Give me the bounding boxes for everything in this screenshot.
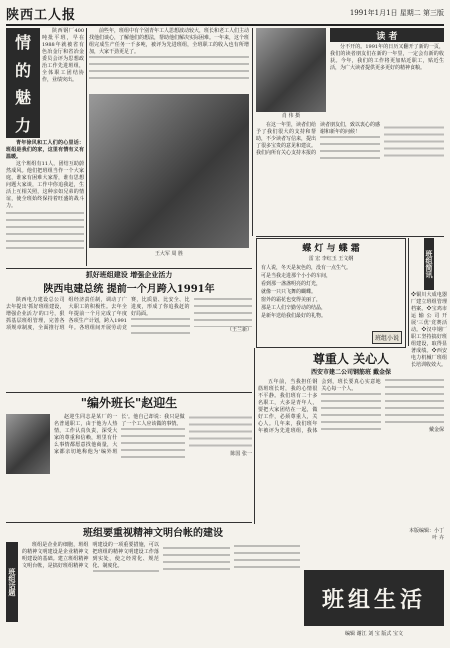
editor-name: 叶 卉 (432, 535, 444, 541)
feature-title-char-4: 力 (14, 115, 31, 135)
reader-letter-2 (256, 122, 444, 234)
poem-line: 可是当我走进那个小小的车间， (261, 273, 332, 279)
article-honorary-leader-body: 赵迎生同志是某厂的一名普通职工，由于他为人热情，工作认真负责，深受大家的尊重和信赖，班里有什么事情都愿意找他商量，大家都亲切地称他为'编外班长'。他自己却说：我只是做了一个工人应该做的事情。 (54, 414, 185, 455)
feature-title-char-1: 情 (14, 33, 31, 53)
feature-continued (89, 28, 249, 92)
feature-lead (42, 28, 84, 138)
poem-block (256, 238, 406, 348)
article-respect-subtitle: 西安市建二公司钢筋班 戴金保 (310, 369, 392, 376)
feature-body-text: 这个班组有11人，团结互助蔚然成风。他们把班组当作一个大家庭，谁家有困难大家帮，谁有思想问题大家谈，工作中你追我赶，生活上互相关照，这种亲如兄弟的情谊，使全班始终保持着旺盛的战斗力。 (6, 161, 84, 209)
leader-portrait (6, 414, 50, 474)
poem-lines (257, 264, 405, 320)
newspaper-name: 陕西工人报 (6, 8, 77, 23)
poem-author: 雷 宏 李红玉 王文纲 (308, 256, 354, 262)
feature-title-block (6, 28, 40, 138)
poem-badge: 班组小说 (372, 331, 402, 344)
editor-note (304, 528, 444, 568)
portrait-photo (256, 28, 326, 112)
poem-line: 窗外的霜花也变得美丽了， (261, 297, 322, 303)
article-civility-ledger (6, 524, 300, 642)
article-civility-ledger-title: 班组要重视精神文明台帐的建设 (83, 528, 223, 539)
article-team-building-signoff: （王兰新） (226, 327, 252, 333)
article-respect-title: 尊重人 关心人 (312, 352, 390, 366)
poem-line: 有人说，冬天是灰色的，没有一点生气。 (261, 265, 352, 271)
poem-title: 蝶 灯 与 蝶 霜 (302, 244, 360, 254)
brief-sidebar (408, 238, 447, 368)
poem-line: 是新年送给我们最好的礼物。 (261, 313, 327, 319)
feature-title-char-3: 魅 (14, 88, 31, 108)
article-respect (258, 350, 444, 526)
feature-title-char-2: 的 (14, 60, 31, 80)
brief-title: 班组简讯 (424, 238, 434, 290)
reader-letter (330, 44, 444, 120)
article-team-building-body: 陕西电力建设总公司去年提出'抓好班组建设，增强企业活力'的口号，狠抓基层班组管理，完善各项规章制度，全面推行班组经济责任制，调动了广大职工的积极性。去年全年提前一个月完成了年度各项生产计划，跨入1991年。各班组间开展劳动竞赛，比质量、比安全、比进度，形成了你追我赶的好局面。 (6, 297, 190, 331)
article-respect-signoff: 戴金保 (428, 427, 444, 433)
feature-lead-text: 陕西钢厂400吨批平班，早在1988年就被省有色冶金厅和省冶金委员会评为思想政治工作先进班组，全体职工团结协作，业绩突出。 (42, 28, 84, 83)
article-team-building-subtitle: 陕西电建总统 提前一个月跨入1991年 (43, 284, 215, 295)
article-honorary-leader-title: "编外班长"赵迎生 (80, 396, 178, 410)
feature-body (6, 140, 84, 266)
reader-letter-2-text: 在这一年里，读者们给予了我们很大的支持和帮助，不少读者写信来，提出了很多宝贵的意见和建议。我们向所有关心支持本报的读者朋友们，致以衷心的感谢和新年的问候！ (256, 122, 381, 156)
feature-intro: 青年徐风和工人们的心里话：班组是我们的家，这里有情有义有温暖。 (6, 140, 84, 160)
issue-date: 1991年1月1日 星期二 第三版 (349, 9, 444, 17)
article-team-building-title: 抓好班组建设 增强企业活力 (85, 270, 173, 279)
article-honorary-leader-signoff: 陈国 张一 (230, 451, 252, 458)
portrait-caption: 肖 伟 摄 (281, 113, 301, 119)
brief-text: ❖铜川大成电器厂建立班组管理档案。❖宝鸡市运输公司开展'三优'竞赛活动。❖汉中钢厂职工坚持搞好班组建设，取得显著成绩。❖西安电力机械厂班组长培训收效大。 (411, 292, 447, 368)
poem-line: 那是工人们辛勤劳动的结晶， (261, 305, 327, 311)
masthead (6, 4, 444, 26)
photo-caption: 王大军 周 胜 (154, 251, 184, 257)
poem-line: 看到那一盏盏明亮的灯光， (261, 281, 322, 287)
poem-line: 就像一只只飞舞的蝴蝶。 (261, 289, 317, 295)
article-respect-body: 五年前，当我担任钢筋班班长时，我的心情很不平静。我们班有二十多名职工，大多是青年人，要把大家团结在一起，做好工作，必须尊重人，关心人。几年来，我们班年年被评为先进班组，我体会到，班长要真心实意地关心每一个人。 (258, 379, 381, 434)
section-banner: 班组生活 (304, 570, 444, 626)
article-team-building (6, 270, 252, 390)
reader-header: 读 者 (330, 28, 444, 42)
feature-continued-text: 前些年，班组中有个别青年工人思想波动较大，班长和老工人们主动找他们谈心，了解他们的想法，帮助他们解决实际困难。一年来，这个班组完成生产任务一千多吨，被评为先进班组，全班职工的收入也有所增加，大家干劲更足了。 (89, 28, 250, 55)
article-civility-ledger-body: 班组是企业的细胞，班组的精神文明建设是企业精神文明建设的基础。建立班组精神文明台帐，是搞好班组精神文明建设的一项重要措施，可以把班组的精神文明建设工作落到实处，使之经常化、规范化、制度化。 (22, 542, 159, 569)
editor-note-text: 本版编辑：小丁 (408, 528, 444, 534)
workshop-photo (89, 94, 249, 248)
reader-letter-text: 分不开的。1991年的日历又翻开了新的一页，我们的读者朋友们在新的一年里，一定会有新的收获。今年，我们的工作将更加贴近职工，贴近生活，为广大读者提供更多更好的精神食粮。 (330, 44, 444, 71)
section-credits: 编辑 谢江 刘 宝 版式 宝文 (345, 631, 403, 637)
article-civility-ledger-label: 班组话题 (6, 542, 18, 622)
article-honorary-leader (6, 394, 252, 520)
reader-portrait (256, 28, 326, 120)
